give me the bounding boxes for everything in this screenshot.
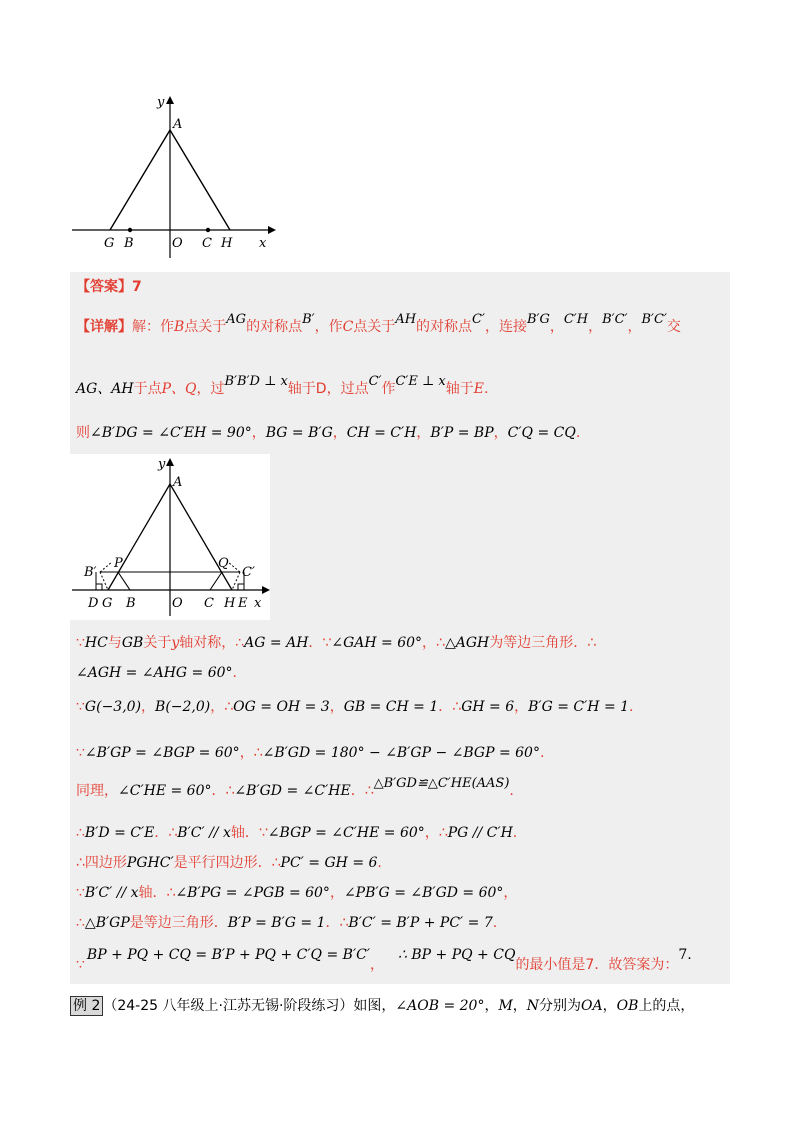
math: B′ [224,374,238,389]
solution-line-8 [76,776,514,801]
text: ， [512,998,527,1014]
fig2-label-Q: Q [218,556,229,571]
text: 为等边三角形．∴ [489,635,597,651]
math: B′G = C′H = 1 [528,699,630,715]
text: ， [251,425,266,441]
text: ， [588,319,603,335]
text: B [174,319,185,335]
math: △B′GP [84,915,130,931]
fig1-label-B: B [124,236,134,251]
text: . [232,665,237,681]
solution-line-10 [76,854,382,872]
math: BG = B′G [265,425,333,441]
math: B′D ⊥ x [237,374,288,389]
text: ∵ [76,635,85,651]
fig2-label-E: E [238,596,248,611]
text: 轴．∴ [138,885,176,901]
example-2-label: 例 2 [70,996,103,1016]
solution-line-13 [76,946,692,973]
math: 7. [678,947,692,963]
fig2-label-H: H [224,596,236,611]
text: ，过 [196,381,225,397]
math: HC [84,635,108,651]
solution-line-7 [76,744,544,762]
text: ， [493,425,508,441]
text: 分别为 [539,998,582,1014]
text: ， [332,425,347,441]
math: GH = 6 [461,699,515,715]
math: △AGH [444,635,490,651]
fig1-label-G: G [104,236,115,251]
text: ∴ [235,635,245,651]
fig2-label-x: x [254,596,262,611]
figure-reflection-construction [70,454,270,620]
text: ．∴ [438,699,462,715]
math: B′C′ [641,312,667,327]
text: 轴于D，过点 [287,381,369,397]
math: C′E ⊥ x [395,374,446,389]
math: GB = CH = 1 [343,699,439,715]
text: . [377,855,382,871]
text: 轴．∵ [230,825,268,841]
math: B(−2,0) [155,699,211,715]
text: ， [549,319,564,335]
fig1-label-H: H [221,236,233,251]
math: ∠AOB = 20° [395,998,485,1014]
text: ，∴ [424,825,448,841]
fig1-label-C: C [202,236,212,251]
text: ， [416,425,431,441]
solution-line-12 [76,914,497,932]
text: . [575,425,581,441]
math: OG = OH = 3 [233,699,330,715]
math: C′Q = CQ [507,425,576,441]
figure-coordinate-triangle [70,92,280,262]
fig2-label-D: D [88,596,99,611]
text: ， [329,885,344,901]
math: B′C′ [602,312,628,327]
text: ∴ [76,825,85,841]
answer-line [76,278,142,296]
text: ，作 [314,319,343,335]
text: ， [627,319,642,335]
text: 轴对称， [179,635,236,651]
text: 上的点， [638,998,695,1014]
math: ∠PB′G = ∠B′GD = 60° [343,885,504,901]
text: 关于 [143,635,172,651]
text: E [473,381,484,397]
text: 解：作 [132,319,174,335]
math: ∠AGH = ∠AHG = 60° [76,665,233,681]
math: GB [121,635,144,651]
fig1-label-A: A [173,117,183,132]
text: . [483,381,489,397]
detail-tag: 【详解】 [76,319,132,335]
text: ．∵ [308,635,332,651]
math: C′ [368,374,382,389]
text: 则 [76,425,90,441]
math: △B′GD≌△C′HE(AAS) [373,776,510,791]
text: OB [616,998,639,1014]
text: . [492,915,498,931]
text: 轴于 [445,381,474,397]
math: AG、AH [76,381,134,397]
text: 作 [381,381,396,397]
text: ．∴ [350,783,374,799]
text: C [342,319,354,335]
solution-line-3 [76,424,580,442]
text: ∵ [76,745,85,761]
fig2-label-O: O [172,596,183,611]
text: OA [581,998,603,1014]
text: ，连接 [484,319,527,335]
math: B′P = B′G = 1 [227,915,326,931]
fig1-label-y: y [157,95,165,110]
text: N [526,998,540,1014]
math: CH = C′H [346,425,417,441]
fig2-label-P: P [114,556,123,571]
math: PC′ = GH = 6 [280,855,378,871]
text: ， [370,957,385,973]
text: . [512,825,518,841]
text: ， [503,885,518,901]
solution-line-5 [76,664,237,682]
text: ∴ [76,915,85,931]
text: ， [141,699,156,715]
math: ∠B′GP = ∠BGP = 60° [84,745,240,761]
solution-line-2 [76,374,489,399]
text: ．∴ [211,783,235,799]
text: ∵ [76,699,85,715]
text: ，∴ [210,699,234,715]
math: PG // C′H [447,825,513,841]
text: 于点 [133,381,162,397]
text: ， [602,998,617,1014]
math: B′C′ // x [177,825,231,841]
text: 点关于 [184,319,227,335]
math: C′ [472,312,485,327]
text: ，∴ [239,745,263,761]
math: AH [395,312,417,327]
example-2-line [70,996,694,1016]
text: 的最小值是7．故答案为： [515,957,679,973]
fig2-label-Cprime: C′ [242,565,255,580]
text: y [171,635,180,651]
math: ∠C′HE = 60° [118,783,212,799]
text: 的对称点 [246,319,303,335]
fig2-label-G: G [102,596,113,611]
text: . [539,745,545,761]
text: 点关于 [353,319,396,335]
math: ∠GAH = 60° [331,635,423,651]
text: P、Q [161,381,197,397]
text: ，∴ [422,635,445,651]
math: C′H [563,312,589,327]
text: ， [484,998,499,1014]
text: 的对称点 [416,319,473,335]
math: AG [226,312,247,327]
example-2-source: （24-25 八年级上·江苏无锡·阶段练习）如图， [103,998,396,1014]
fig2-label-C: C [204,596,214,611]
text: 交 [666,319,681,335]
math: ∠B′DG = ∠C′EH = 90° [90,425,252,441]
text: 是等边三角形． [129,915,228,931]
math: PGHC′ [126,855,174,871]
text: 同理， [76,783,118,799]
math: B′G [526,312,550,327]
math: AG = AH [244,635,309,651]
solution-line-6 [76,698,634,716]
fig2-label-y: y [158,457,166,472]
math: G(−3,0) [84,699,142,715]
answer-tag: 【答案】 [76,279,132,295]
math: B′C′ = B′P + PC′ = 7 [348,915,493,931]
math: B′C′ // x [84,885,139,901]
solution-line-9 [76,824,517,842]
math: ∠BGP = ∠C′HE = 60° [267,825,425,841]
solution-line-1 [76,312,681,337]
answer-value: 7 [132,279,142,295]
text: ， [514,699,529,715]
text: 是平行四边形．∴ [173,855,281,871]
fig2-label-B: B [126,596,136,611]
math: B′P = BP [430,425,494,441]
solution-line-4 [76,634,596,652]
text: ∵ [76,885,85,901]
math: B′D = C′E [84,825,155,841]
solution-line-11 [76,884,517,902]
fig1-label-O: O [172,236,183,251]
math: ∴ BP + PQ + CQ [398,947,516,963]
fig2-label-A: A [173,475,183,490]
text: ∴四边形 [76,855,127,871]
math: BP + PQ + CQ = B′P + PQ + C′Q = B′C′ [86,947,371,963]
fig2-label-Bprime: B′ [84,565,97,580]
fig1-label-x: x [259,236,267,251]
text: ．∴ [154,825,178,841]
text: 与 [107,635,122,651]
text: ．∴ [325,915,349,931]
text: M [498,998,513,1014]
text: . [629,699,634,715]
math: ∠B′GD = ∠C′HE [234,783,351,799]
text: . [509,783,514,799]
math: ∠B′GD = 180° − ∠B′GP − ∠BGP = 60° [262,745,540,761]
text: ∵ [76,957,85,973]
text: ， [329,699,344,715]
math: B′ [302,312,315,327]
math: ∠B′PG = ∠PGB = 60° [175,885,330,901]
